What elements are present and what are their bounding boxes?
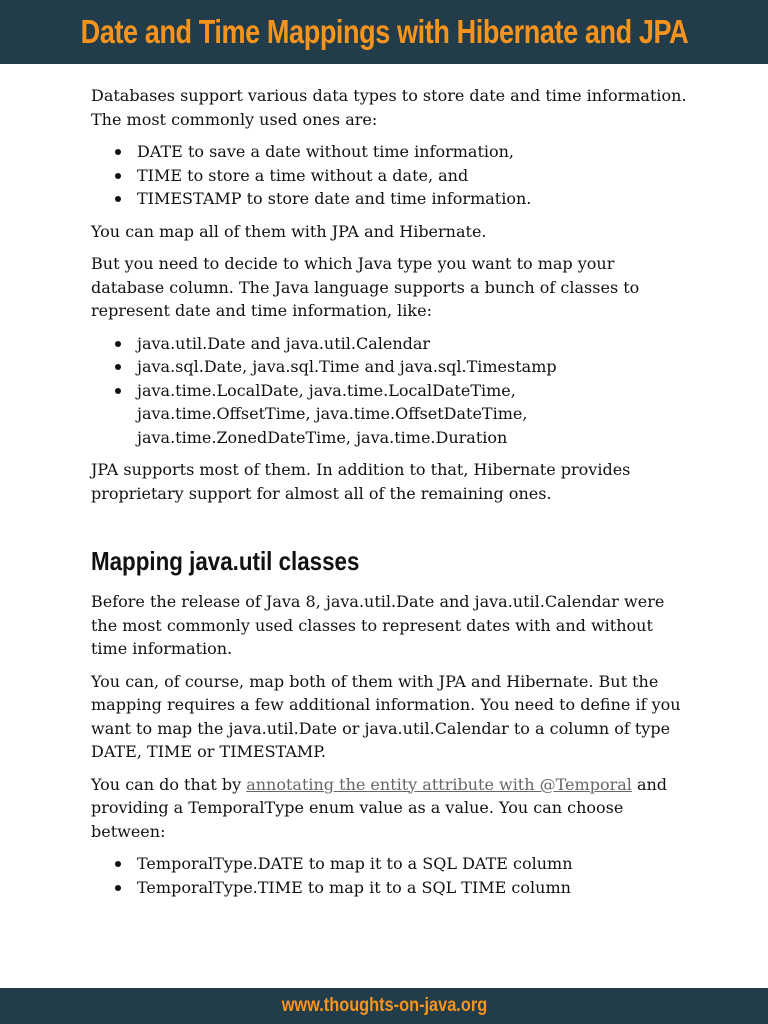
page-title: Date and Time Mappings with Hibernate and JPA [80, 13, 688, 50]
java-classes-list [91, 332, 691, 450]
data-types-list [91, 140, 691, 211]
page-footer [0, 988, 768, 1024]
temporal-annotation-link[interactable]: annotating the entity attribute with @Temporal [246, 774, 632, 794]
section-heading: Mapping java.util classes [91, 546, 360, 576]
list-item: java.util.Date and java.util.Calendar [137, 332, 691, 356]
page-header [0, 0, 768, 64]
list-item: java.sql.Date, java.sql.Time and java.sql.Timestamp [137, 355, 691, 379]
list-item: TemporalType.TIME to map it to a SQL TIME column [137, 876, 691, 900]
text-fragment: and providing a TemporalType enum value as a value. You can choose between: [91, 774, 668, 841]
list-item: TIME to store a time without a date, and [137, 164, 691, 188]
footer-url: www.thoughts-on-java.org [281, 995, 487, 1016]
list-item: DATE to save a date without time information, [137, 140, 691, 164]
list-item: TIMESTAMP to store date and time information. [137, 187, 691, 211]
intro-paragraph: Databases support various data types to store date and time information. The most commonly used ones are: [91, 86, 687, 129]
paragraph: JPA supports most of them. In addition to that, Hibernate provides proprietary support for almost all of the remaining ones. [91, 460, 631, 503]
paragraph: Before the release of Java 8, java.util.Date and java.util.Calendar were the most commonly used classes to represent dates with and without time information. [91, 592, 665, 658]
paragraph: You can map all of them with JPA and Hibernate. [91, 221, 487, 241]
paragraph: You can, of course, map both of them with JPA and Hibernate. But the mapping requires a few additional information. You need to define if you want to map the java.util.Date or java.util.Calendar to a column of type DATE, TIME or TIMESTAMP. [91, 671, 681, 761]
temporal-type-list [91, 852, 691, 899]
paragraph-with-link [91, 773, 691, 844]
article-body [91, 84, 691, 908]
list-item: TemporalType.DATE to map it to a SQL DATE column [137, 852, 691, 876]
text-fragment: You can do that by [91, 774, 247, 794]
list-item: java.time.LocalDate, java.time.LocalDateTime, java.time.OffsetTime, java.time.OffsetDateTime, java.time.ZonedDateTime, java.time.Duration [137, 379, 691, 450]
paragraph: But you need to decide to which Java type you want to map your database column. The Java language supports a bunch of classes to represent date and time information, like: [91, 254, 640, 320]
